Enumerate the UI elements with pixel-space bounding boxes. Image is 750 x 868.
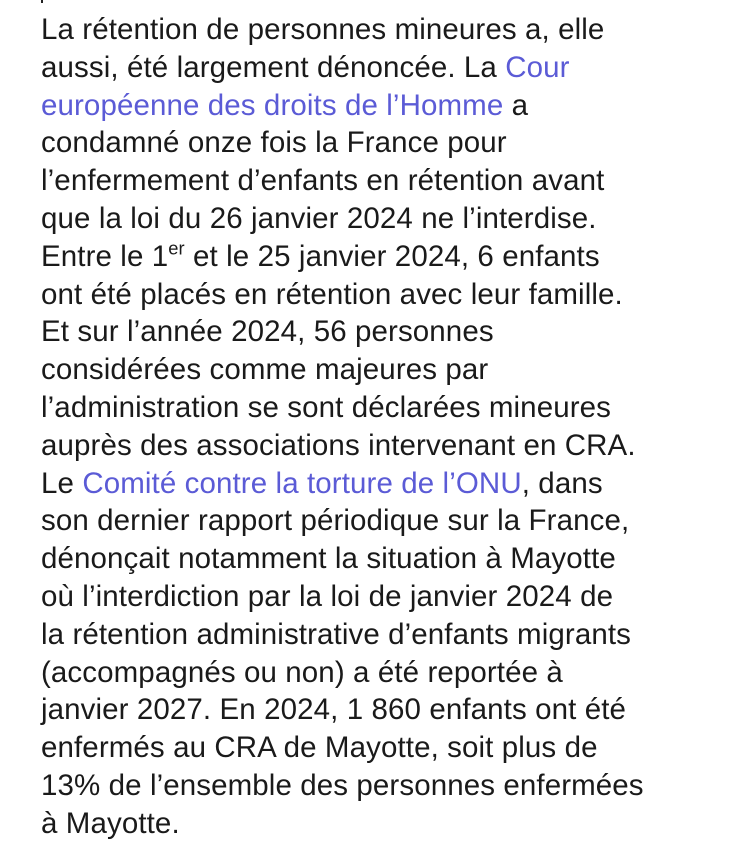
article-paragraph <box>41 11 721 843</box>
text-line: condamné onze fois la France pour <box>41 126 507 160</box>
text-fragment: et le 25 janvier 2024, 6 enfants <box>184 239 600 273</box>
text-line: 13% de l’ensemble des personnes enfermées <box>41 768 644 802</box>
text-fragment: , dans <box>521 466 603 500</box>
text-line: (accompagnés ou non) a été reportée à <box>41 655 563 689</box>
link-cedh-part1[interactable]: Cour <box>505 50 570 84</box>
previous-text-fragment <box>41 0 43 3</box>
text-line: La rétention de personnes mineures a, elle <box>41 13 605 46</box>
text-line: que la loi du 26 janvier 2024 ne l’interdise. <box>41 201 597 235</box>
text-fragment: Entre le 1 <box>41 239 169 273</box>
text-line: la rétention administrative d’enfants migrants <box>41 617 631 651</box>
text-line: son dernier rapport périodique sur la France, <box>41 504 630 538</box>
text-line: enfermés au CRA de Mayotte, soit plus de <box>41 731 598 765</box>
link-comite-onu[interactable]: Comité contre la torture de l’ONU <box>82 466 522 500</box>
text-line <box>41 49 721 87</box>
text-line: à Mayotte. <box>41 806 180 840</box>
text-line: Et sur l’année 2024, 56 personnes <box>41 315 494 349</box>
text-line: l’enfermement d’enfants en rétention avant <box>41 164 605 198</box>
link-cedh-part2[interactable]: européenne des droits de l’Homme <box>41 88 504 122</box>
text-fragment: Le <box>41 466 83 500</box>
ordinal-superscript: er <box>168 237 185 259</box>
text-line: auprès des associations intervenant en CRA. <box>41 428 636 462</box>
text-line: l’administration se sont déclarées mineures <box>41 390 611 424</box>
text-line: considérées comme majeures par <box>41 353 489 387</box>
text-line <box>41 238 721 276</box>
text-fragment: aussi, été largement dénoncée. La <box>41 50 506 84</box>
text-fragment: a <box>503 88 529 122</box>
text-line <box>41 87 721 125</box>
text-line: ont été placés en rétention avec leur famille. <box>41 277 623 311</box>
text-line: janvier 2027. En 2024, 1 860 enfants ont été <box>41 693 627 727</box>
text-line <box>41 465 721 503</box>
text-line: dénonçait notamment la situation à Mayotte <box>41 542 616 576</box>
text-line: où l’interdiction par la loi de janvier 2024 de <box>41 579 614 613</box>
